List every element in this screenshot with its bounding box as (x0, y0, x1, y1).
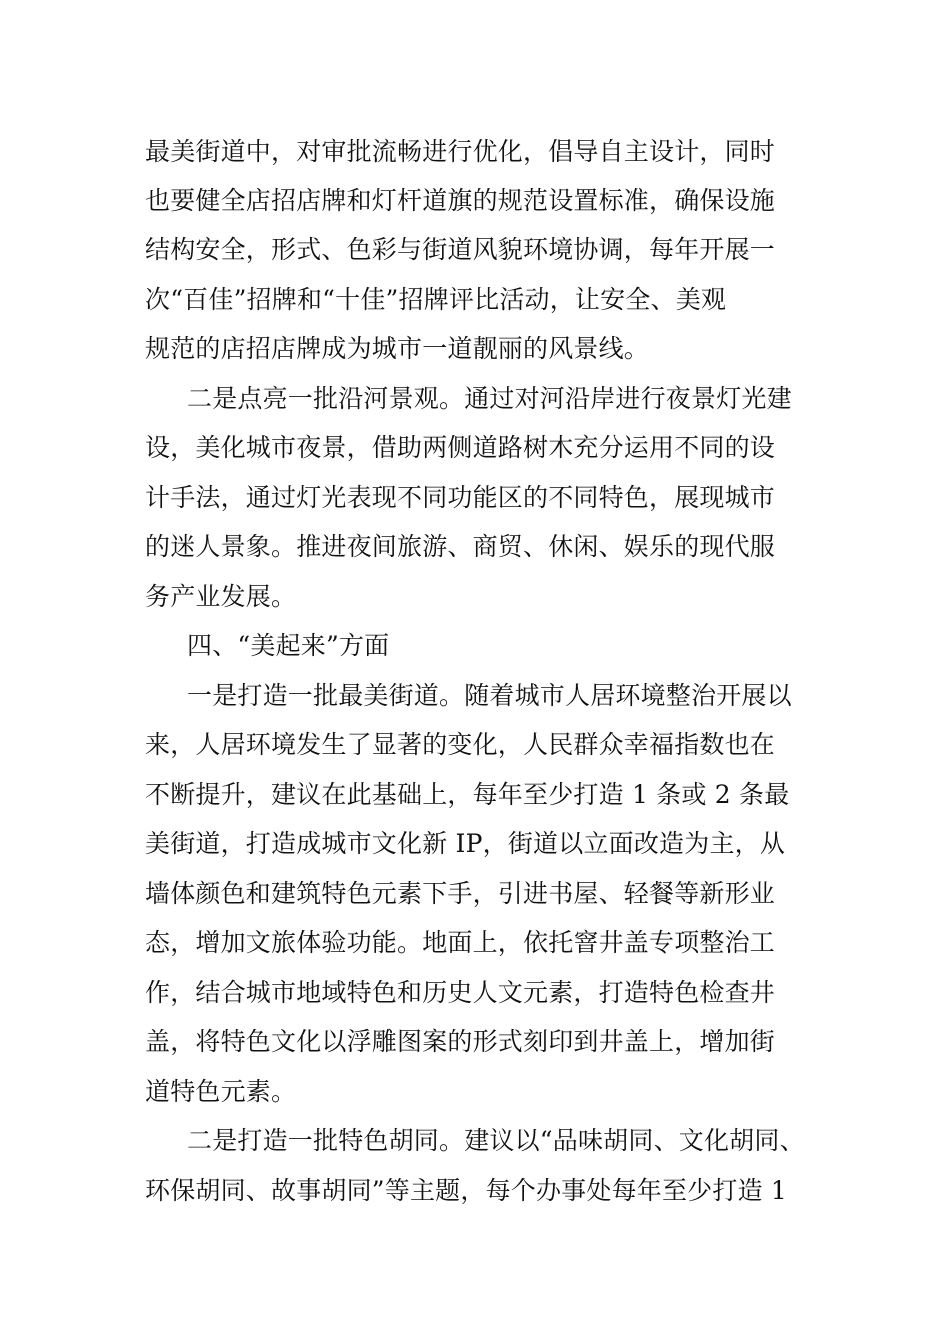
paragraph-line: 规范的店招店牌成为城市一道靓丽的风景线。 (145, 334, 650, 363)
paragraph-line: 二是打造一批特色胡同。建议以“品味胡同、文化胡同、 (187, 1126, 805, 1155)
paragraph-line: 次“百佳”招牌和“十佳”招牌评比活动，让安全、美观 (145, 285, 727, 314)
paragraph-line: 计手法，通过灯光表现不同功能区的不同特色，展现城市 (145, 483, 776, 512)
paragraph-line: 美街道，打造成城市文化新 IP，街道以立面改造为主，从 (145, 829, 786, 858)
paragraph-line: 环保胡同、故事胡同”等主题，每个办事处每年至少打造 1 (145, 1176, 788, 1205)
paragraph-line: 的迷人景象。推进夜间旅游、商贸、休闲、娱乐的现代服 (145, 532, 776, 561)
paragraph-line: 盖，将特色文化以浮雕图案的形式刻印到井盖上，增加街 (145, 1027, 776, 1056)
paragraph-line: 态，增加文旅体验功能。地面上，依托窨井盖专项整治工 (145, 928, 776, 957)
paragraph-line: 作，结合城市地域特色和历史人文元素，打造特色检查井 (145, 978, 776, 1007)
paragraph-line: 墙体颜色和建筑特色元素下手，引进书屋、轻餐等新形业 (145, 879, 776, 908)
paragraph-line: 也要健全店招店牌和灯杆道旗的规范设置标准，确保设施 (145, 186, 776, 215)
paragraph-line: 不断提升，建议在此基础上，每年至少打造 1 条或 2 条最 (145, 780, 790, 809)
paragraph-line: 结构安全，形式、色彩与街道风貌环境协调，每年开展一 (145, 235, 776, 264)
paragraph-line: 道特色元素。 (145, 1077, 297, 1106)
paragraph-line: 一是打造一批最美街道。随着城市人居环境整治开展以 (187, 681, 792, 710)
paragraph-line: 二是点亮一批沿河景观。通过对河沿岸进行夜景灯光建 (187, 384, 792, 413)
paragraph-line: 务产业发展。 (145, 582, 297, 611)
section-heading: 四、“美起来”方面 (187, 631, 390, 660)
paragraph-line: 来，人居环境发生了显著的变化，人民群众幸福指数也在 (145, 730, 776, 759)
paragraph-line: 设，美化城市夜景，借助两侧道路树木充分运用不同的设 (145, 433, 776, 462)
paragraph-line: 最美街道中，对审批流畅进行优化，倡导自主设计，同时 (145, 137, 776, 166)
